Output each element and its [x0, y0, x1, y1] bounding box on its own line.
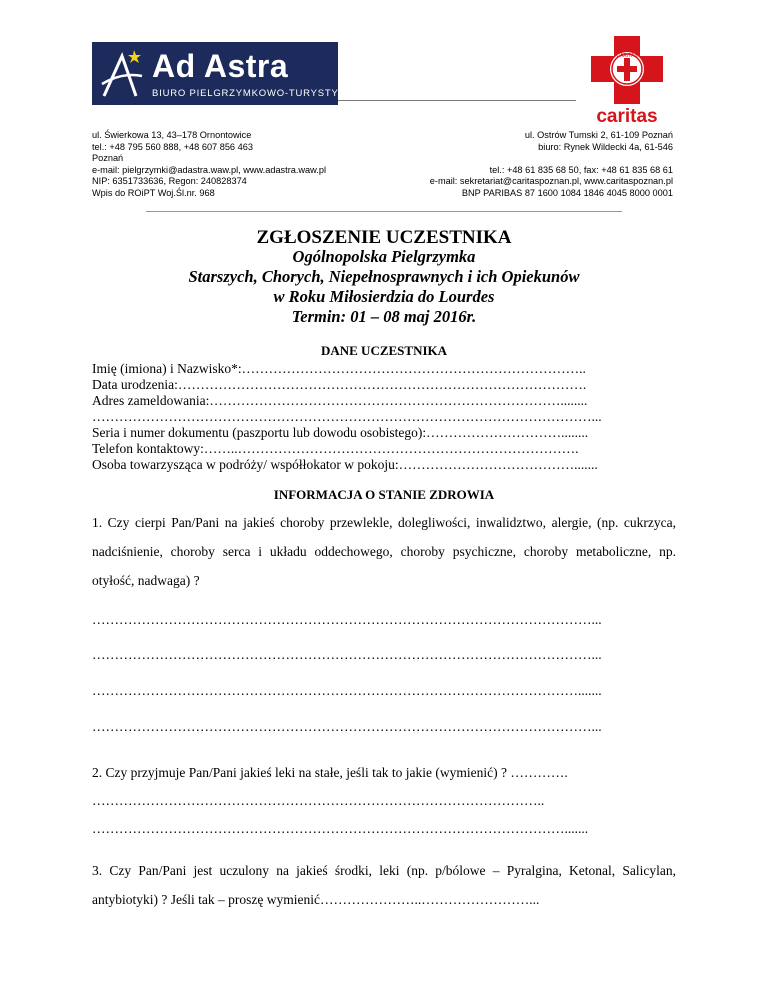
- address-line: NIP: 6351733636, Regon: 240828374: [92, 176, 247, 187]
- answer-1-line[interactable]: ……………………………………………………………………………………………….......: [92, 683, 602, 698]
- address-field-continued[interactable]: …………………………………………………………………………………………………...: [92, 409, 602, 424]
- caritas-cross-icon: [581, 34, 673, 106]
- address-line: e-mail: sekretariat@caritaspoznan.pl, www.caritaspoznan.pl: [429, 176, 673, 187]
- answer-2-line[interactable]: …………………………………………………………………………………………….......: [92, 821, 589, 836]
- name-field[interactable]: Imię (imiona) i Nazwisko*:…………………………………………………………………..: [92, 361, 586, 376]
- subtitle-line: Ogólnopolska Pielgrzymka: [292, 247, 476, 266]
- address-line: ul. Ostrów Tumski 2, 61-109 Poznań: [524, 130, 673, 140]
- answer-1-line[interactable]: …………………………………………………………………………………………………...: [92, 719, 602, 734]
- caritas-wordmark: caritas: [596, 106, 658, 127]
- header-rule: [338, 100, 576, 101]
- adastra-name: Ad Astra: [152, 48, 289, 84]
- address-line: Wpis do ROiPT Woj.Śl.nr. 968: [92, 187, 215, 198]
- header-divider: [146, 211, 622, 212]
- star-icon: [96, 46, 148, 101]
- phone-field[interactable]: Telefon kontaktowy:……..………………………………………………………………….: [92, 441, 579, 456]
- birthdate-field[interactable]: Data urodzenia:……………………………………………………………………………….: [92, 377, 587, 392]
- adastra-address: [92, 130, 326, 200]
- address-line: biuro: Rynek Wildecki 4a, 61-546: [538, 141, 673, 152]
- answer-1-line[interactable]: …………………………………………………………………………………………………...: [92, 647, 602, 662]
- address-line: Poznań: [92, 153, 124, 164]
- answer-2-line[interactable]: ………………………………………………………………………………………..: [92, 793, 545, 808]
- form-title: ZGŁOSZENIE UCZESTNIKA: [256, 227, 512, 248]
- companion-field[interactable]: Osoba towarzysząca w podróży/ współłokator w pokoju:………………………………….......: [92, 457, 598, 472]
- address-line: ul. Świerkowa 13, 43–178 Ornontowice: [92, 130, 252, 140]
- question-2: 2. Czy przyjmuje Pan/Pani jakieś leki na stałe, jeśli tak to jakie (wymienić) ? ………….: [92, 765, 568, 780]
- health-heading: INFORMACJA O STANIE ZDROWIA: [273, 487, 495, 502]
- subtitle-line: w Roku Miłosierdzia do Lourdes: [273, 287, 495, 306]
- subtitle-line: Starszych, Chorych, Niepełnosprawnych i ich Opiekunów: [188, 267, 580, 286]
- address-field[interactable]: Adres zameldowania:……………………………………………………………………........: [92, 393, 588, 408]
- participant-heading: DANE UCZESTNIKA: [320, 343, 448, 358]
- question-3: 3. Czy Pan/Pani jest uczulony na jakieś środki, leki (np. p/bólowe – Pyralgina, Ketonal, Salicylan, antybiotyki) ? Jeśli tak – proszę wymienić…………………..……………………...: [92, 863, 676, 907]
- form-subtitle: [0, 247, 768, 327]
- answer-1-line[interactable]: …………………………………………………………………………………………………...: [92, 612, 602, 627]
- address-line: [430, 153, 673, 165]
- address-line: tel.: +48 61 835 68 50, fax: +48 61 835 68 61: [489, 164, 673, 175]
- address-line: BNP PARIBAS 87 1600 1084 1846 4045 8000 0001: [461, 187, 673, 198]
- subtitle-line: Termin: 01 – 08 maj 2016r.: [291, 307, 477, 326]
- adastra-logo: [92, 42, 368, 105]
- adastra-subtitle: BIURO PIELGRZYMKOWO-TURYSTYCZNE: [152, 88, 368, 99]
- caritas-seal-text: CARITAS: [616, 53, 638, 59]
- question-1: 1. Czy cierpi Pan/Pani na jakieś choroby przewlekle, dolegliwości, inwalidztwo, alergie, (np. cukrzyca, nadciśnienie, choroby serca i układu oddechowego, choroby psychiczne, choroby metaboliczne, np. otyłość, nadwaga) ?: [92, 515, 676, 588]
- address-line: tel.: +48 795 560 888, +48 607 856 463: [92, 141, 253, 152]
- document-number-field[interactable]: Seria i numer dokumentu (paszportu lub dowodu osobistego):…………………………........: [92, 425, 589, 440]
- caritas-address: [430, 130, 673, 200]
- address-line: e-mail: pielgrzymki@adastra.waw.pl, www.adastra.waw.pl: [92, 164, 326, 175]
